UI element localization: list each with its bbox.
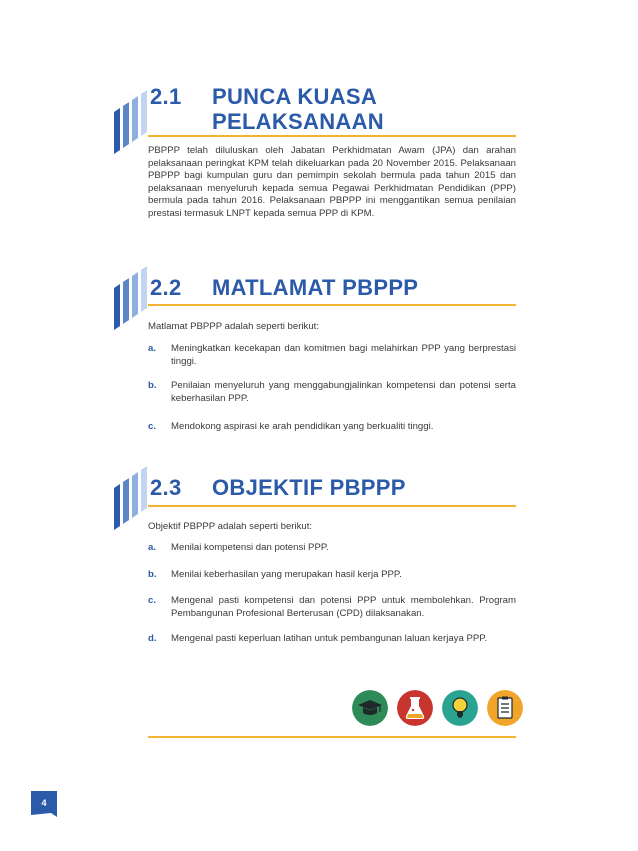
icon-row [352, 690, 522, 728]
section-title-line1: PUNCA KUASA [212, 84, 378, 109]
list-item-text: Mengenal pasti keperluan latihan untuk pembangunan laluan kerjaya PPP. [171, 633, 488, 644]
page-number-badge [31, 791, 57, 817]
list-item [148, 542, 516, 555]
section-paragraph: PBPPP telah diluluskan oleh Jabatan Perkhidmatan Awam (JPA) dan arahan pelaksanaan peringkat KPM telah dikeluarkan pada 20 November 2015. Pelaksanaan PBPPP bagi kumpulan guru dan pemimpin sekolah bermula pada tahun 2015 dan pelaksanaan menyeluruh kepada semua Pegawai Perkhidmatan Pendidikan (PPP) bermula pada tahun 2016. Pelaksanaan PBPPP ini menggantikan semua penilaian prestasi termasuk LNPT kepada semua PPP di KPM. [148, 145, 516, 219]
footer-rule [148, 736, 516, 738]
section-number: 2.2 [150, 275, 182, 300]
graduation-cap-icon [352, 690, 388, 726]
list-item [148, 633, 516, 646]
section-title: MATLAMAT PBPPP [212, 275, 419, 300]
list-item-text: Menilai kompetensi dan potensi PPP. [171, 542, 329, 553]
heading-rule [148, 505, 516, 507]
list-item-label: c. [148, 421, 157, 432]
heading-rule [148, 135, 516, 137]
list-item-label: c. [148, 595, 157, 606]
heading-rule [148, 304, 516, 306]
list-item-text: Penilaian menyeluruh yang menggabungjalinkan kompetensi dan potensi serta keberhasilan PPP. [171, 380, 516, 404]
science-flask-icon [397, 690, 433, 726]
list-item-text: Menilai keberhasilan yang merupakan hasil kerja PPP. [171, 569, 402, 580]
section-heading [150, 84, 384, 134]
list-item-label: a. [148, 343, 157, 354]
section-intro: Objektif PBPPP adalah seperti berikut: [148, 521, 313, 532]
list-item-label: a. [148, 542, 157, 553]
lightbulb-icon [442, 690, 478, 726]
list-item-text: Mendokong aspirasi ke arah pendidikan yang berkualiti tinggi. [171, 421, 434, 432]
section-heading [150, 275, 418, 300]
section-number: 2.3 [150, 475, 182, 500]
section-number: 2.1 [150, 84, 182, 109]
list-item-label: b. [148, 380, 157, 391]
decorative-stripes-icon [112, 254, 152, 354]
list-item [148, 380, 516, 405]
section-heading [150, 475, 406, 500]
section-intro: Matlamat PBPPP adalah seperti berikut: [148, 321, 320, 332]
list-item [148, 569, 516, 582]
list-item-text: Mengenal pasti kompetensi dan potensi PPP untuk membolehkan. Program Pembangunan Profesional Berterusan (CPD) dilaksanakan. [171, 595, 516, 619]
list-item-text: Meningkatkan kecekapan dan komitmen bagi melahirkan PPP yang berprestasi tinggi. [171, 343, 516, 367]
list-item-label: d. [148, 633, 157, 644]
page-number: 4 [41, 798, 47, 808]
section-title: OBJEKTIF PBPPP [212, 475, 406, 500]
list-item [148, 343, 516, 368]
list-item-label: b. [148, 569, 157, 580]
clipboard-icon [487, 690, 523, 726]
section-title-line2: PELAKSANAAN [212, 109, 384, 134]
decorative-stripes-icon [112, 78, 152, 178]
list-item [148, 421, 516, 434]
decorative-stripes-icon [112, 454, 152, 554]
list-item [148, 595, 516, 620]
